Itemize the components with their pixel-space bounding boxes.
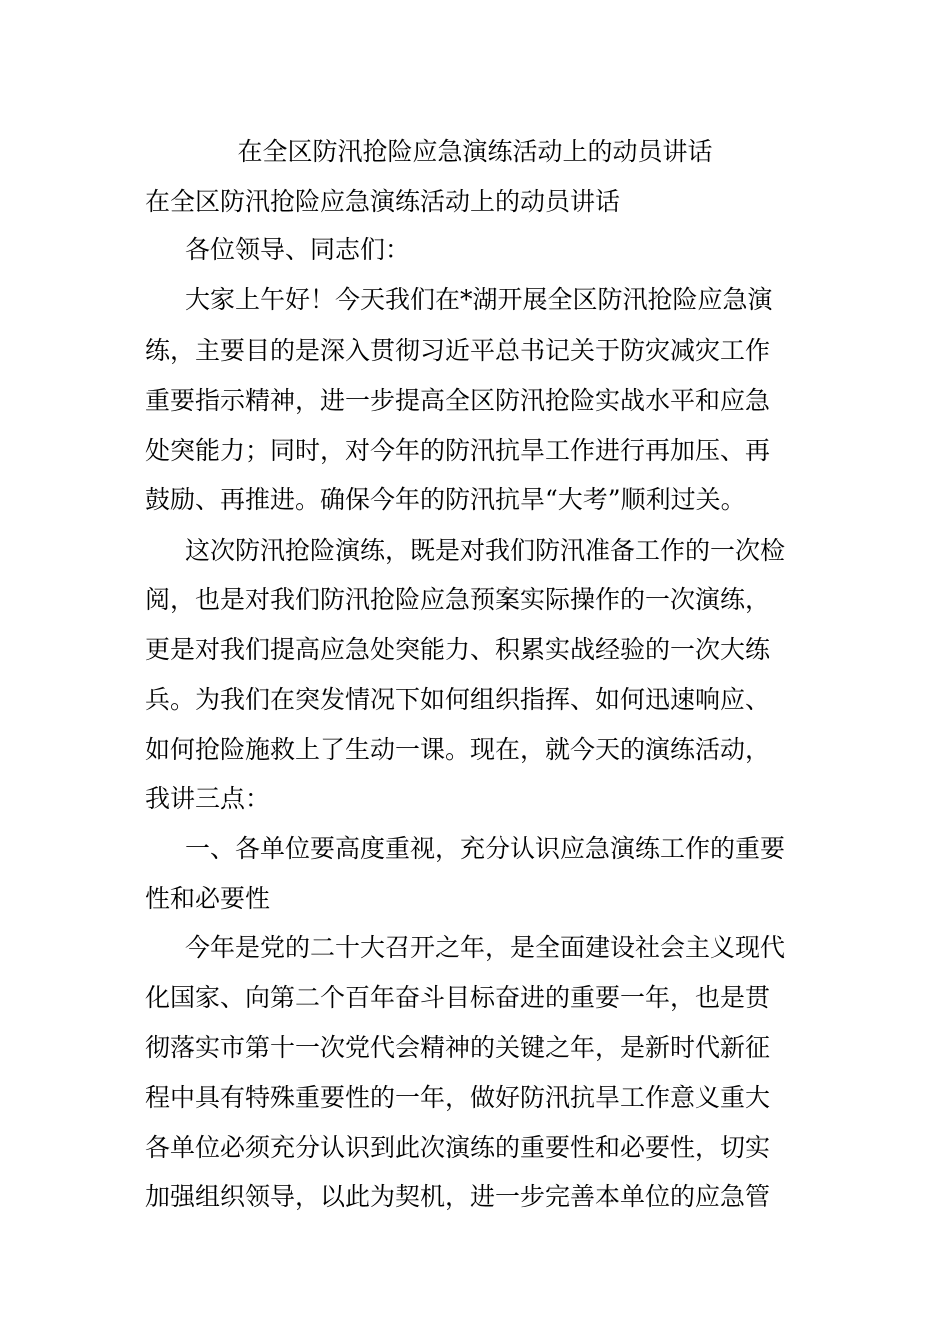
paragraph-line: 阅，也是对我们防汛抢险应急预案实际操作的一次演练，: [145, 585, 771, 614]
paragraph-line: 如何抢险施救上了生动一课。现在，就今天的演练活动，: [145, 735, 771, 764]
section-heading: 性和必要性: [145, 884, 271, 913]
paragraph-line: 重要指示精神，进一步提高全区防汛抢险实战水平和应急: [145, 386, 771, 415]
paragraph-line: 兵。为我们在突发情况下如何组织指挥、如何迅速响应、: [145, 685, 771, 714]
paragraph-line: 这次防汛抢险演练，既是对我们防汛准备工作的一次检: [185, 536, 786, 565]
paragraph-line: 我讲三点：: [145, 784, 271, 813]
paragraph-line: 更是对我们提高应急处突能力、积累实战经验的一次大练: [145, 635, 771, 664]
paragraph-line: 大家上午好！今天我们在*湖开展全区防汛抢险应急演: [185, 285, 773, 314]
paragraph-line: 各单位必须充分认识到此次演练的重要性和必要性，切实: [145, 1133, 771, 1162]
paragraph-line: 化国家、向第二个百年奋斗目标奋进的重要一年，也是贯: [145, 983, 771, 1012]
paragraph-line: 处突能力；同时，对今年的防汛抗旱工作进行再加压、再: [145, 436, 771, 465]
paragraph-line: 练，主要目的是深入贯彻习近平总书记关于防灾减灾工作: [145, 336, 771, 365]
document-title: 在全区防汛抢险应急演练活动上的动员讲话: [237, 137, 713, 166]
section-heading: 一、各单位要高度重视，充分认识应急演练工作的重要: [185, 834, 786, 863]
paragraph-line: 加强组织领导，以此为契机，进一步完善本单位的应急管: [145, 1182, 771, 1211]
paragraph-line: 彻落实市第十一次党代会精神的关键之年，是新时代新征: [145, 1033, 771, 1062]
paragraph-line: 程中具有特殊重要性的一年，做好防汛抗旱工作意义重大: [145, 1083, 771, 1112]
paragraph-line: 鼓励、再推进。确保今年的防汛抗旱“大考”顺利过关。: [145, 485, 746, 514]
document-subtitle: 在全区防汛抢险应急演练活动上的动员讲话: [145, 187, 621, 216]
paragraph-line: 今年是党的二十大召开之年，是全面建设社会主义现代: [185, 933, 786, 962]
salutation: 各位领导、同志们：: [185, 235, 411, 264]
